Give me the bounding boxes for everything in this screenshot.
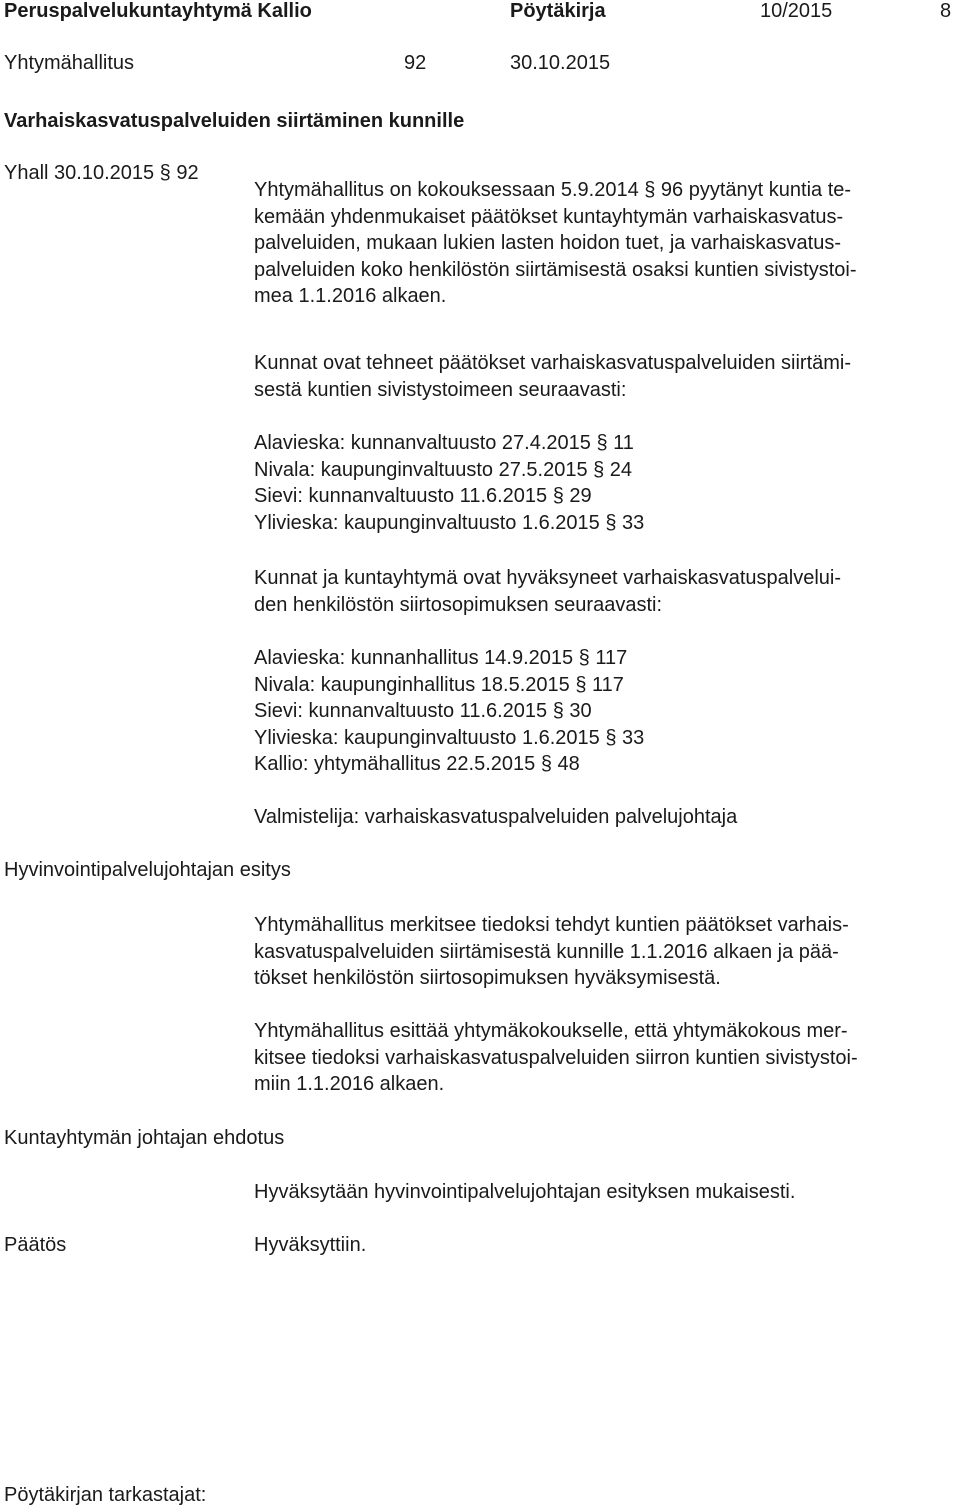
- organization-name: Peruspalvelukuntayhtymä Kallio: [4, 0, 312, 22]
- section-number: 92: [404, 52, 427, 74]
- proposal-paragraph-1: [254, 912, 849, 992]
- director-proposal-text: Hyväksytään hyvinvointipalvelujohtajan esityksen mukaisesti.: [254, 1181, 796, 1203]
- decisions-intro-line: sestä kuntien sivistystoimeen seuraavasti:: [254, 378, 627, 401]
- minutes-reviewers-label: Pöytäkirjan tarkastajat:: [4, 1484, 207, 1506]
- agreements-intro-paragraph: [254, 565, 841, 618]
- agreements-list: [254, 645, 644, 778]
- list-item: Ylivieska: kaupunginvaltuusto 1.6.2015 § 33: [254, 726, 645, 749]
- page-title: Varhaiskasvatuspalveluiden siirtäminen kunnille: [4, 110, 465, 132]
- proposal-line: tökset henkilöstön siirtosopimuksen hyväksymisestä.: [254, 967, 721, 989]
- decisions-intro-paragraph: [254, 350, 851, 403]
- list-item: Alavieska: kunnanhallitus 14.9.2015 § 117: [254, 647, 628, 669]
- intro-line: Yhtymähallitus on kokouksessaan 5.9.2014 § 96 pyytänyt kuntia te-: [254, 179, 852, 201]
- director-proposal-label: Kuntayhtymän johtajan ehdotus: [4, 1127, 285, 1149]
- intro-line: mea 1.1.2016 alkaen.: [254, 285, 447, 307]
- document-number: 10/2015: [760, 0, 833, 22]
- board-name: Yhtymähallitus: [4, 52, 135, 74]
- intro-paragraph: [254, 177, 857, 310]
- decisions-intro-line: Kunnat ovat tehneet päätökset varhaiskasvatuspalveluiden siirtämi-: [254, 352, 852, 374]
- document-type: Pöytäkirja: [510, 0, 606, 22]
- meeting-reference: Yhall 30.10.2015 § 92: [4, 162, 199, 184]
- proposal-line: Yhtymähallitus merkitsee tiedoksi tehdyt kuntien päätökset varhais-: [254, 914, 849, 936]
- list-item: Sievi: kunnanvaltuusto 11.6.2015 § 30: [254, 700, 592, 722]
- proposal-line: kitsee tiedoksi varhaiskasvatuspalveluiden siirron kuntien sivistystoi-: [254, 1046, 858, 1069]
- list-item: Kallio: yhtymähallitus 22.5.2015 § 48: [254, 753, 580, 775]
- list-item: Ylivieska: kaupunginvaltuusto 1.6.2015 § 33: [254, 511, 645, 534]
- list-item: Sievi: kunnanvaltuusto 11.6.2015 § 29: [254, 485, 592, 507]
- agreements-intro-line: den henkilöstön siirtosopimuksen seuraavasti:: [254, 593, 662, 616]
- proposal-line: kasvatuspalveluiden siirtämisestä kunnille 1.1.2016 alkaen ja pää-: [254, 940, 839, 963]
- list-item: Nivala: kaupunginhallitus 18.5.2015 § 117: [254, 673, 624, 696]
- proposal-paragraph-2: [254, 1018, 858, 1098]
- intro-line: kemään yhdenmukaiset päätökset kuntayhtymän varhaiskasvatus-: [254, 205, 844, 228]
- list-item: Alavieska: kunnanvaltuusto 27.4.2015 § 11: [254, 432, 634, 454]
- proposal-line: miin 1.1.2016 alkaen.: [254, 1073, 445, 1095]
- list-item: Nivala: kaupunginvaltuusto 27.5.2015 § 24: [254, 458, 633, 481]
- intro-line: palveluiden koko henkilöstön siirtämisestä osaksi kuntien sivistystoi-: [254, 258, 857, 281]
- meeting-date: 30.10.2015: [510, 52, 611, 74]
- preparer-line: Valmistelija: varhaiskasvatuspalveluiden palvelujohtaja: [254, 806, 738, 828]
- agreements-intro-line: Kunnat ja kuntayhtymä ovat hyväksyneet varhaiskasvatuspalvelui-: [254, 567, 841, 589]
- intro-line: palveluiden, mukaan lukien lasten hoidon tuet, ja varhaiskasvatus-: [254, 232, 842, 254]
- page-number: 8: [940, 0, 952, 22]
- proposal-label: Hyvinvointipalvelujohtajan esitys: [4, 859, 291, 881]
- decision-text: Hyväksyttiin.: [254, 1234, 367, 1256]
- proposal-line: Yhtymähallitus esittää yhtymäkokoukselle, että yhtymäkokous mer-: [254, 1020, 848, 1042]
- decisions-list: [254, 430, 644, 536]
- decision-label: Päätös: [4, 1234, 67, 1256]
